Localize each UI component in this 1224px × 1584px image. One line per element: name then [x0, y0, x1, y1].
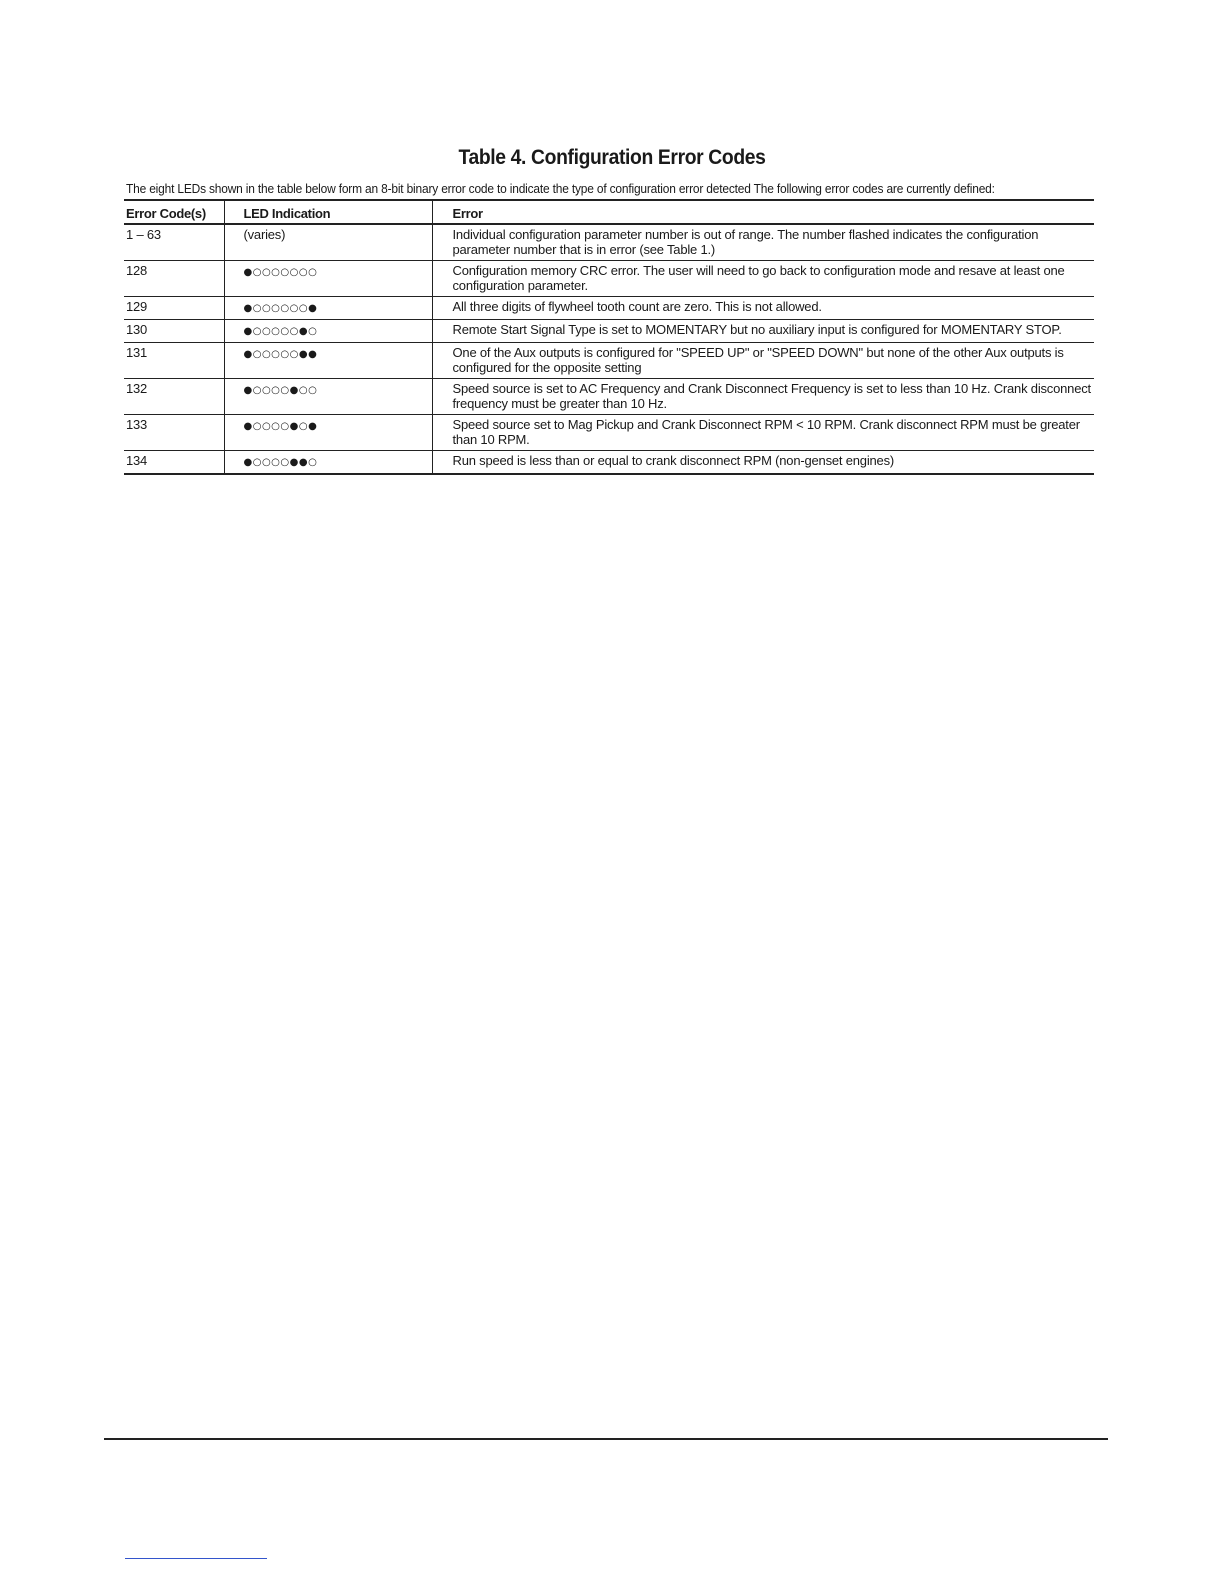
- table-row: [124, 320, 1094, 343]
- error-code-cell: 130: [124, 320, 224, 343]
- error-description-cell: All three digits of flywheel tooth count are zero. This is not allowed.: [452, 299, 822, 314]
- led-indication-cell: ●○○○○○○○: [224, 261, 432, 297]
- header-led-indication: LED Indication: [224, 200, 432, 224]
- led-indication-cell: ●○○○○●●○: [224, 451, 432, 475]
- table-row: [124, 261, 1094, 297]
- footer-link-underline: [125, 1558, 267, 1559]
- error-code-cell: 132: [124, 379, 224, 415]
- error-code-cell: 134: [124, 451, 224, 475]
- header-error-code: Error Code(s): [124, 200, 224, 224]
- table-row: [124, 451, 1094, 475]
- table-title: Table 4. Configuration Error Codes: [458, 146, 766, 169]
- table-row: [124, 415, 1094, 451]
- led-indication-cell: ●○○○○●○○: [224, 379, 432, 415]
- footer-divider: [104, 1438, 1108, 1440]
- error-description-cell: One of the Aux outputs is configured for "SPEED UP" or "SPEED DOWN" but none of the other Aux outputs is configured for the opposite setting: [452, 345, 1064, 375]
- error-description-cell: Individual configuration parameter number is out of range. The number flashed indicates the configuration parameter number that is in error (see Table 1.): [452, 227, 1039, 257]
- led-indication-cell: ●○○○○●○●: [224, 415, 432, 451]
- table-row: [124, 297, 1094, 320]
- led-indication-cell: ●○○○○○○●: [224, 297, 432, 320]
- error-code-cell: 129: [124, 297, 224, 320]
- configuration-error-codes-table: [124, 199, 1094, 475]
- error-description-cell: Speed source set to Mag Pickup and Crank Disconnect RPM < 10 RPM. Crank disconnect RPM must be greater than 10 RPM.: [452, 417, 1080, 447]
- error-code-cell: 1 – 63: [124, 224, 224, 261]
- table-row: [124, 379, 1094, 415]
- led-indication-cell: ●○○○○○●●: [224, 343, 432, 379]
- table-intro-text: The eight LEDs shown in the table below form an 8-bit binary error code to indicate the type of configuration error detected The following error codes are currently defined:: [126, 181, 995, 196]
- error-code-cell: 133: [124, 415, 224, 451]
- table-row: [124, 224, 1094, 261]
- error-description-cell: Remote Start Signal Type is set to MOMENTARY but no auxiliary input is configured for MOMENTARY STOP.: [452, 322, 1062, 337]
- led-indication-cell: (varies): [224, 224, 432, 261]
- error-code-cell: 128: [124, 261, 224, 297]
- error-description-cell: Run speed is less than or equal to crank disconnect RPM (non-genset engines): [452, 453, 895, 468]
- header-error: Error: [452, 205, 483, 221]
- error-code-cell: 131: [124, 343, 224, 379]
- table-header-row: [124, 200, 1094, 224]
- table-row: [124, 343, 1094, 379]
- error-description-cell: Speed source is set to AC Frequency and Crank Disconnect Frequency is set to less than 10 Hz. Crank disconnect frequency must be greater than 10 Hz.: [452, 381, 1091, 411]
- led-indication-cell: ●○○○○○●○: [224, 320, 432, 343]
- error-description-cell: Configuration memory CRC error. The user will need to go back to configuration mode and resave at least one configuration parameter.: [452, 263, 1065, 293]
